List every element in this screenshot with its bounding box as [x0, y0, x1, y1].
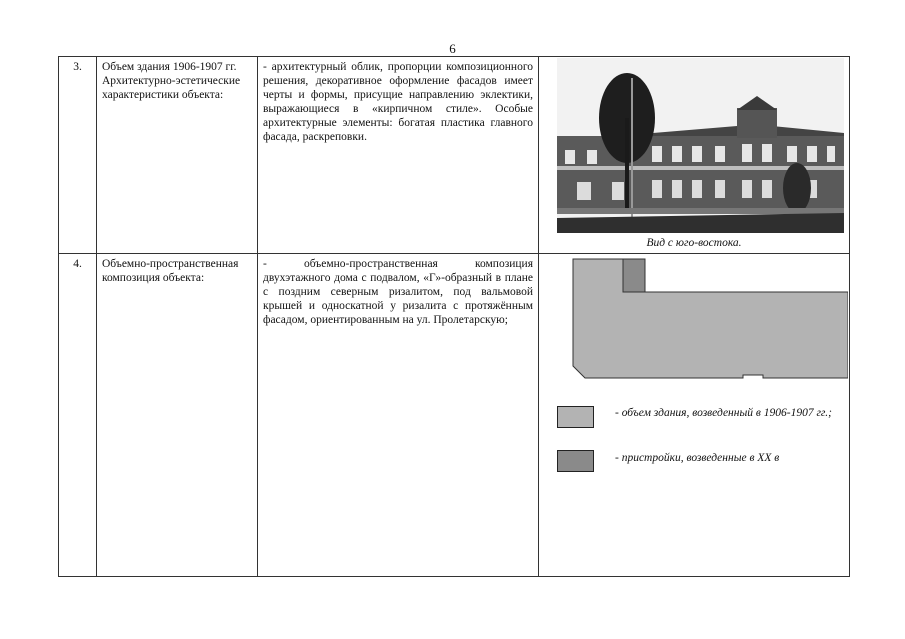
extension-shape: [623, 259, 645, 292]
row-number: 4.: [59, 254, 97, 577]
plan-cell: [539, 254, 849, 570]
row-description: - архитектурный облик, пропорции композиционного решения, декоративное оформление фасадов имеет черты и формы, присущие направлению эклектики, выражающиеся в «кирпичном стиле». Особые архитектурные элементы: богатая пластика главного фасада, раскреповки.: [258, 57, 539, 254]
photo-cell: [539, 57, 849, 247]
photo-caption: Вид с юго-востока.: [646, 237, 742, 249]
document-table: [58, 56, 850, 577]
row-title: Объемно-пространственная композиция объекта:: [97, 254, 258, 577]
building-plan-diagram: [563, 256, 848, 382]
page-number: 6: [449, 41, 456, 56]
legend-swatch-main: [557, 406, 594, 428]
table-row: [59, 254, 850, 577]
table-row: [59, 57, 850, 254]
building-photo: [557, 58, 844, 233]
legend-text-main: - объем здания, возведенный в 1906-1907 гг.;: [615, 407, 832, 419]
row-number: 3.: [59, 57, 97, 254]
row-description: - объемно-пространственная композиция двухэтажного дома с подвалом, «Г»-образный в плане с поздним северным ризалитом, под вальмовой крышей и односкатной у ризалита с протяжённым фасадом, ориентированным на ул. Пролетарскую;: [258, 254, 539, 577]
main-volume-shape: [573, 259, 848, 378]
legend-text-extension: - пристройки, возведенные в XX в: [615, 452, 780, 464]
row-title: Объем здания 1906-1907 гг. Архитектурно-эстетические характеристики объекта:: [97, 57, 258, 254]
legend-swatch-extension: [557, 450, 594, 472]
